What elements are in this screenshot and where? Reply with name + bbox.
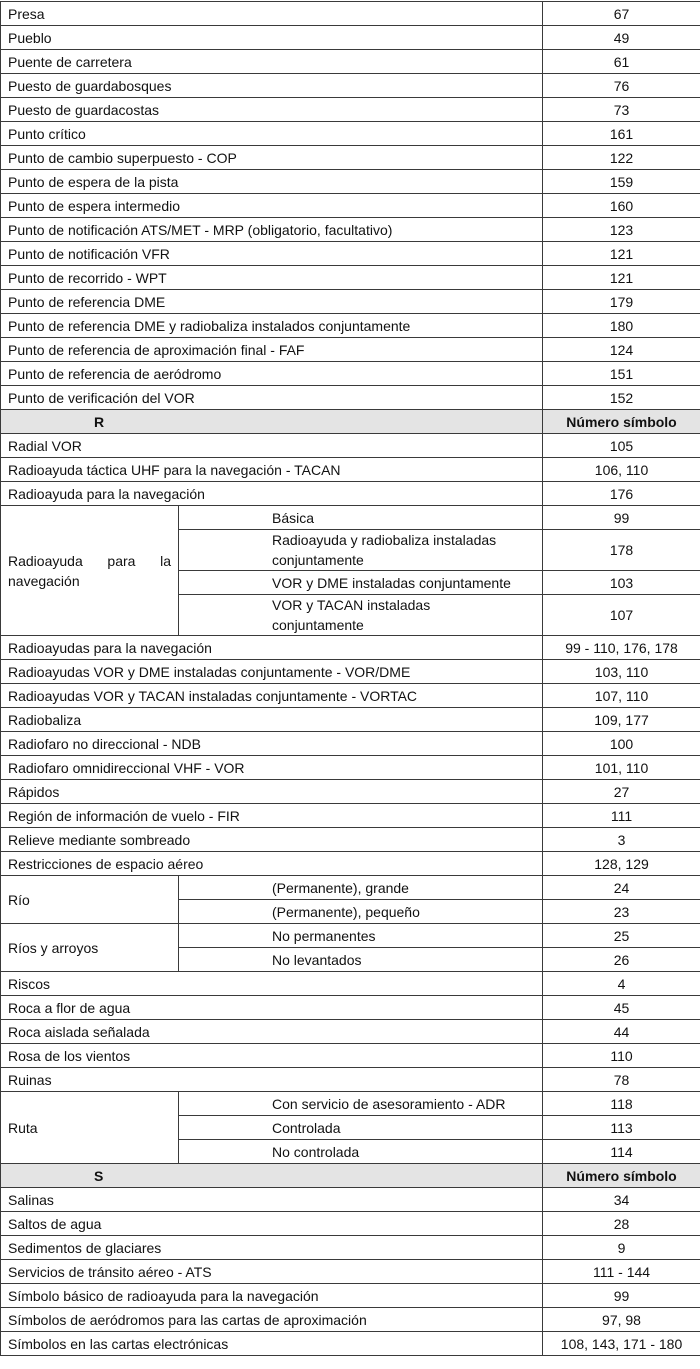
table-row <box>1 290 700 314</box>
symbol-number: 105 <box>543 434 700 458</box>
symbol-number: 113 <box>543 1116 700 1140</box>
table-row <box>1 434 700 458</box>
symbol-number: 25 <box>543 924 700 948</box>
symbol-number: 27 <box>543 780 700 804</box>
symbol-index-table <box>0 1 700 1356</box>
sub-label: (Permanente), pequeño <box>179 900 543 924</box>
symbol-number: 122 <box>543 146 700 170</box>
symbol-number: 73 <box>543 98 700 122</box>
entry-label: Radial VOR <box>1 434 543 458</box>
table-row <box>1 98 700 122</box>
symbol-number: 107 <box>543 595 700 636</box>
entry-label: Radioayudas VOR y TACAN instaladas conjuntamente - VORTAC <box>1 684 543 708</box>
symbol-number: 3 <box>543 828 700 852</box>
table-row-group <box>1 924 700 948</box>
symbol-number: 152 <box>543 386 700 410</box>
symbol-number: 107, 110 <box>543 684 700 708</box>
table-row <box>1 684 700 708</box>
sub-label: VOR y DME instaladas conjuntamente <box>179 571 543 595</box>
column-header-number: Número símbolo <box>543 410 700 434</box>
entry-label: Punto de referencia DME <box>1 290 543 314</box>
symbol-number: 118 <box>543 1092 700 1116</box>
table-row <box>1 74 700 98</box>
table-row <box>1 482 700 506</box>
table-row <box>1 852 700 876</box>
table-row <box>1 1332 700 1356</box>
sub-label: No controlada <box>179 1140 543 1164</box>
entry-label: Punto de espera de la pista <box>1 170 543 194</box>
table-row <box>1 2 700 26</box>
entry-label: Puente de carretera <box>1 50 543 74</box>
entry-label: Riscos <box>1 972 543 996</box>
symbol-number: 99 <box>543 506 700 530</box>
symbol-number: 99 <box>543 1284 700 1308</box>
table-row <box>1 1068 700 1092</box>
table-row <box>1 972 700 996</box>
entry-label: Radioayudas VOR y DME instaladas conjuntamente - VOR/DME <box>1 660 543 684</box>
table-row <box>1 996 700 1020</box>
table-body <box>1 2 700 1356</box>
entry-label: Símbolos en las cartas electrónicas <box>1 1332 543 1356</box>
sub-label: Básica <box>179 506 543 530</box>
entry-label: Salinas <box>1 1188 543 1212</box>
entry-label: Símbolo básico de radioayuda para la navegación <box>1 1284 543 1308</box>
table-row <box>1 338 700 362</box>
table-row <box>1 1260 700 1284</box>
table-row <box>1 804 700 828</box>
table-row <box>1 732 700 756</box>
symbol-number: 121 <box>543 242 700 266</box>
table-row <box>1 194 700 218</box>
symbol-number: 4 <box>543 972 700 996</box>
entry-label: Punto de recorrido - WPT <box>1 266 543 290</box>
entry-label: Radiofaro omnidireccional VHF - VOR <box>1 756 543 780</box>
table-row <box>1 1020 700 1044</box>
entry-label: Radioayuda para la navegación <box>1 482 543 506</box>
sub-label: Controlada <box>179 1116 543 1140</box>
entry-label: Servicios de tránsito aéreo - ATS <box>1 1260 543 1284</box>
table-row <box>1 1212 700 1236</box>
table-row <box>1 242 700 266</box>
group-label: Río <box>1 876 179 924</box>
table-row <box>1 636 700 660</box>
symbol-number: 110 <box>543 1044 700 1068</box>
table-row-group <box>1 506 700 530</box>
symbol-number: 111 - 144 <box>543 1260 700 1284</box>
symbol-number: 101, 110 <box>543 756 700 780</box>
entry-label: Presa <box>1 2 543 26</box>
entry-label: Símbolos de aeródromos para las cartas de aproximación <box>1 1308 543 1332</box>
table-row <box>1 458 700 482</box>
symbol-number: 106, 110 <box>543 458 700 482</box>
entry-label: Rápidos <box>1 780 543 804</box>
symbol-number: 179 <box>543 290 700 314</box>
symbol-number: 128, 129 <box>543 852 700 876</box>
entry-label: Puesto de guardacostas <box>1 98 543 122</box>
entry-label: Punto de espera intermedio <box>1 194 543 218</box>
table-row <box>1 50 700 74</box>
symbol-number: 99 - 110, 176, 178 <box>543 636 700 660</box>
symbol-number: 178 <box>543 530 700 571</box>
symbol-number: 108, 143, 171 - 180 <box>543 1332 700 1356</box>
column-header-number: Número símbolo <box>543 1164 700 1188</box>
symbol-number: 103 <box>543 571 700 595</box>
sub-label: Con servicio de asesoramiento - ADR <box>179 1092 543 1116</box>
symbol-number: 76 <box>543 74 700 98</box>
table-row <box>1 218 700 242</box>
table-row <box>1 1236 700 1260</box>
entry-label: Radiobaliza <box>1 708 543 732</box>
symbol-number: 9 <box>543 1236 700 1260</box>
entry-label: Radioayuda táctica UHF para la navegación - TACAN <box>1 458 543 482</box>
group-label: Ríos y arroyos <box>1 924 179 972</box>
entry-label: Punto de notificación VFR <box>1 242 543 266</box>
symbol-number: 44 <box>543 1020 700 1044</box>
symbol-number: 103, 110 <box>543 660 700 684</box>
group-label: Radioayuda para la navegación <box>1 506 179 636</box>
table-row-group <box>1 1092 700 1116</box>
table-row <box>1 1044 700 1068</box>
symbol-number: 160 <box>543 194 700 218</box>
symbol-number: 28 <box>543 1212 700 1236</box>
symbol-number: 97, 98 <box>543 1308 700 1332</box>
entry-label: Relieve mediante sombreado <box>1 828 543 852</box>
symbol-number: 161 <box>543 122 700 146</box>
table-row <box>1 780 700 804</box>
section-letter: R <box>1 410 543 434</box>
entry-label: Roca aislada señalada <box>1 1020 543 1044</box>
symbol-number: 180 <box>543 314 700 338</box>
symbol-number: 34 <box>543 1188 700 1212</box>
symbol-number: 24 <box>543 876 700 900</box>
group-label: Ruta <box>1 1092 179 1164</box>
entry-label: Roca a flor de agua <box>1 996 543 1020</box>
symbol-number: 159 <box>543 170 700 194</box>
entry-label: Ruinas <box>1 1068 543 1092</box>
entry-label: Sedimentos de glaciares <box>1 1236 543 1260</box>
section-header-row <box>1 410 700 434</box>
table-row <box>1 386 700 410</box>
table-row-group <box>1 876 700 900</box>
table-row <box>1 1284 700 1308</box>
entry-label: Saltos de agua <box>1 1212 543 1236</box>
symbol-number: 100 <box>543 732 700 756</box>
symbol-number: 61 <box>543 50 700 74</box>
symbol-number: 67 <box>543 2 700 26</box>
table-row <box>1 756 700 780</box>
sub-label: Radioayuda y radiobaliza instaladas conjuntamente <box>179 530 543 571</box>
table-row <box>1 1308 700 1332</box>
symbol-number: 176 <box>543 482 700 506</box>
entry-label: Restricciones de espacio aéreo <box>1 852 543 876</box>
sub-label: No permanentes <box>179 924 543 948</box>
table-row <box>1 26 700 50</box>
entry-label: Región de información de vuelo - FIR <box>1 804 543 828</box>
symbol-number: 121 <box>543 266 700 290</box>
table-row <box>1 362 700 386</box>
section-header-row <box>1 1164 700 1188</box>
table-row <box>1 266 700 290</box>
table-row <box>1 828 700 852</box>
entry-label: Puesto de guardabosques <box>1 74 543 98</box>
sub-label: No levantados <box>179 948 543 972</box>
section-letter: S <box>1 1164 543 1188</box>
symbol-number: 26 <box>543 948 700 972</box>
symbol-number: 124 <box>543 338 700 362</box>
symbol-number: 78 <box>543 1068 700 1092</box>
symbol-number: 123 <box>543 218 700 242</box>
entry-label: Punto de notificación ATS/MET - MRP (obligatorio, facultativo) <box>1 218 543 242</box>
sub-label: (Permanente), grande <box>179 876 543 900</box>
entry-label: Radiofaro no direccional - NDB <box>1 732 543 756</box>
entry-label: Punto de referencia DME y radiobaliza instalados conjuntamente <box>1 314 543 338</box>
entry-label: Punto de verificación del VOR <box>1 386 543 410</box>
entry-label: Radioayudas para la navegación <box>1 636 543 660</box>
symbol-number: 111 <box>543 804 700 828</box>
symbol-number: 114 <box>543 1140 700 1164</box>
table-row <box>1 314 700 338</box>
table-row <box>1 170 700 194</box>
table-row <box>1 708 700 732</box>
table-row <box>1 146 700 170</box>
sub-label: VOR y TACAN instaladas conjuntamente <box>179 595 543 636</box>
symbol-number: 23 <box>543 900 700 924</box>
symbol-number: 45 <box>543 996 700 1020</box>
entry-label: Pueblo <box>1 26 543 50</box>
entry-label: Punto de cambio superpuesto - COP <box>1 146 543 170</box>
symbol-number: 151 <box>543 362 700 386</box>
entry-label: Rosa de los vientos <box>1 1044 543 1068</box>
entry-label: Punto crítico <box>1 122 543 146</box>
table-row <box>1 660 700 684</box>
table-row <box>1 1188 700 1212</box>
symbol-number: 109, 177 <box>543 708 700 732</box>
symbol-number: 49 <box>543 26 700 50</box>
entry-label: Punto de referencia de aeródromo <box>1 362 543 386</box>
entry-label: Punto de referencia de aproximación final - FAF <box>1 338 543 362</box>
table-row <box>1 122 700 146</box>
